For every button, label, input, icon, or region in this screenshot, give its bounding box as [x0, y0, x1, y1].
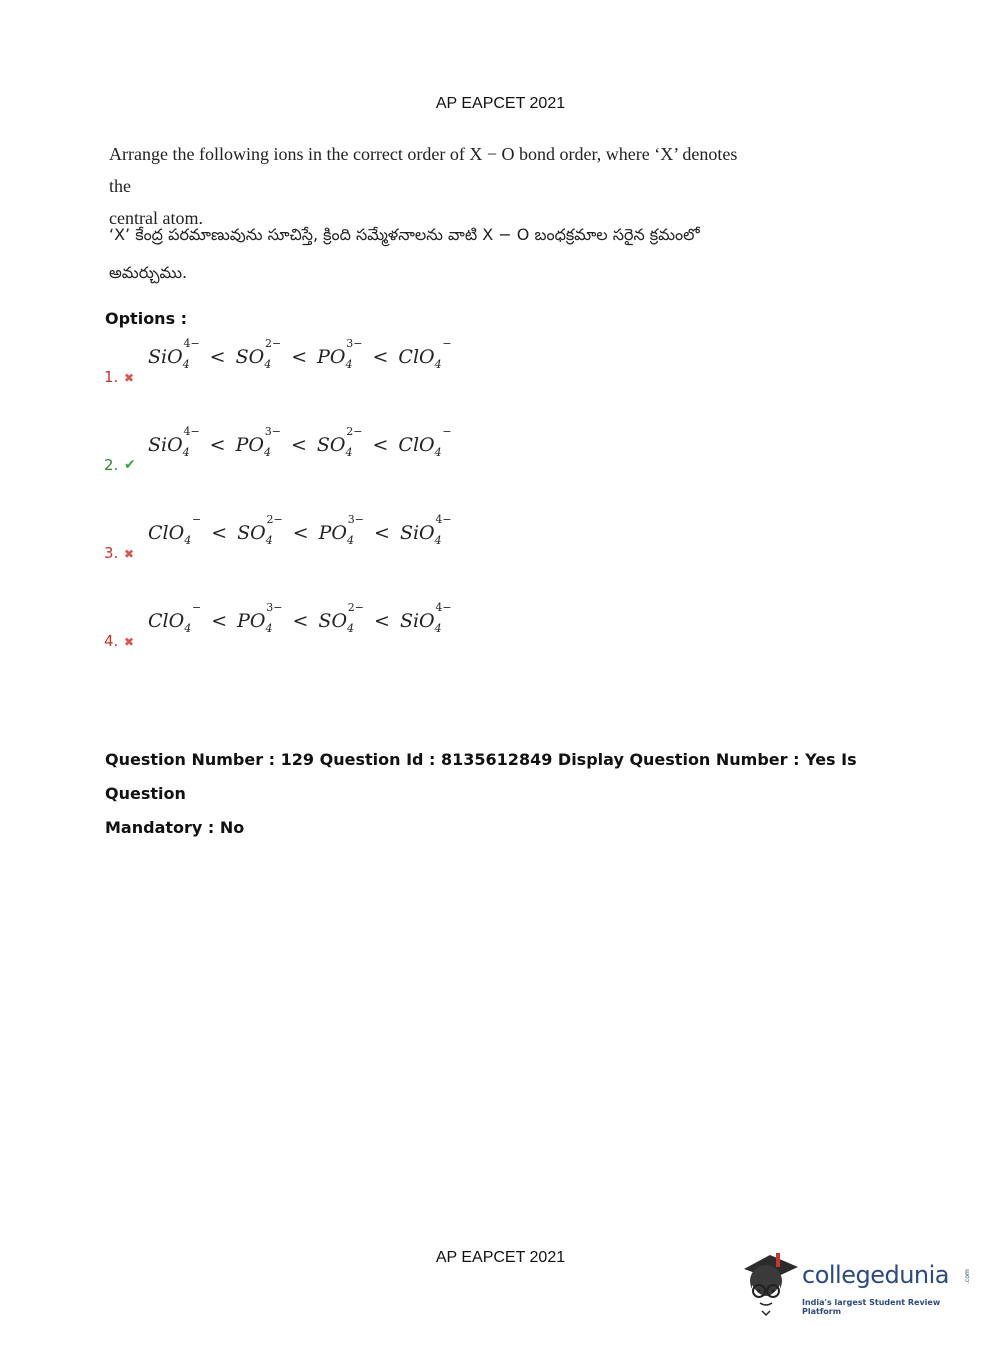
- ion: [398, 425, 452, 459]
- ion-subscript: 4: [184, 622, 192, 635]
- less-than-symbol: <: [292, 610, 309, 632]
- ion-subscript: 4: [184, 534, 192, 547]
- ion-base: SiO: [148, 346, 183, 368]
- ion-base: SO: [316, 434, 346, 456]
- ion-base: SiO: [399, 522, 435, 544]
- ion-base: SiO: [148, 434, 183, 456]
- ion-base: SiO: [399, 610, 435, 632]
- ion: [399, 601, 452, 635]
- ion-subscript: 4: [434, 358, 442, 371]
- less-than-symbol: <: [291, 346, 308, 368]
- logo-wordmark: collegedunia: [802, 1261, 950, 1289]
- ion-subscript: 4: [182, 358, 190, 371]
- ion: [148, 513, 202, 547]
- question-meta: [105, 743, 925, 845]
- option-2: [104, 426, 604, 476]
- ion: [235, 425, 281, 459]
- mascot-icon: [740, 1247, 800, 1317]
- ion-subscript: 4: [434, 446, 442, 459]
- ion-charge: 4−: [435, 513, 452, 526]
- ion-subscript: 4: [434, 534, 442, 547]
- option-3: [104, 514, 604, 564]
- ion: [148, 425, 200, 459]
- question-telugu-line-2: అమర్చుము.: [109, 263, 188, 282]
- ion-charge: −: [442, 337, 452, 350]
- ion-charge: 3−: [346, 337, 363, 350]
- ion-base: ClO: [148, 522, 185, 544]
- less-than-symbol: <: [372, 434, 389, 456]
- ion-subscript: 4: [345, 446, 353, 459]
- ion: [237, 513, 283, 547]
- options-label: Options :: [105, 309, 188, 328]
- ion: [317, 337, 363, 371]
- ion-subscript: 4: [345, 358, 353, 371]
- ion-base: PO: [235, 434, 264, 456]
- option-formula: [148, 337, 452, 371]
- less-than-symbol: <: [374, 610, 390, 632]
- ion-charge: −: [442, 425, 452, 438]
- ion-subscript: 4: [182, 446, 190, 459]
- question-english-line-1: Arrange the following ions in the correct order of X − O bond order, where ‘X’ denotes the: [109, 144, 738, 196]
- ion-subscript: 4: [347, 622, 355, 635]
- ion: [399, 513, 452, 547]
- ion: [148, 337, 200, 371]
- page-footer-title: AP EAPCET 2021: [435, 1249, 566, 1266]
- option-1: [104, 338, 604, 388]
- less-than-symbol: <: [211, 610, 228, 632]
- ion-charge: 2−: [347, 601, 365, 614]
- ion-subscript: 4: [263, 446, 271, 459]
- page-header-title: AP EAPCET 2021: [435, 95, 566, 112]
- ion-charge: 4−: [183, 425, 200, 438]
- ion-charge: 4−: [435, 601, 452, 614]
- ion-subscript: 4: [347, 534, 355, 547]
- ion-charge: 2−: [266, 513, 283, 526]
- ion-base: SO: [237, 522, 266, 544]
- ion: [318, 513, 365, 547]
- option-formula: [148, 513, 452, 547]
- ion-base: ClO: [148, 610, 185, 632]
- cross-icon: ✖: [124, 635, 135, 649]
- ion-base: ClO: [398, 434, 435, 456]
- less-than-symbol: <: [292, 522, 309, 544]
- option-number: 3.: [104, 544, 119, 562]
- ion-charge: 2−: [264, 337, 282, 350]
- ion-charge: 2−: [346, 425, 363, 438]
- option-formula: [148, 425, 452, 459]
- collegedunia-logo: [740, 1247, 970, 1317]
- question-telugu-line-1: ‘X’ కేంద్ర పరమాణువును సూచిస్తే, క్రింది సమ్మేళనాలను వాటి X − O బంధక్రమాల సరైన క్రమంలో: [109, 225, 700, 244]
- ion-charge: −: [191, 513, 202, 526]
- ion-base: PO: [317, 346, 346, 368]
- ion-base: ClO: [398, 346, 435, 368]
- less-than-symbol: <: [211, 522, 228, 544]
- ion-charge: 4−: [183, 337, 200, 350]
- ion-subscript: 4: [265, 622, 273, 635]
- ion: [398, 337, 452, 371]
- check-icon: ✔: [124, 457, 136, 473]
- option-formula: [148, 601, 452, 635]
- ion: [235, 337, 282, 371]
- ion-subscript: 4: [265, 534, 273, 547]
- ion-base: PO: [318, 522, 348, 544]
- less-than-symbol: <: [374, 522, 390, 544]
- ion-charge: 3−: [264, 425, 281, 438]
- less-than-symbol: <: [372, 346, 389, 368]
- ion-base: PO: [237, 610, 266, 632]
- option-number: 2.: [104, 456, 119, 474]
- option-number: 1.: [104, 368, 119, 386]
- logo-com-suffix: .com: [963, 1269, 971, 1284]
- option-number: 4.: [104, 632, 119, 650]
- ion-charge: −: [191, 601, 202, 614]
- logo-tagline: India's largest Student Review Platform: [802, 1298, 941, 1316]
- ion: [316, 425, 363, 459]
- question-english-line-2: central atom.: [109, 208, 203, 228]
- question-meta-line-1: Question Number : 129 Question Id : 8135612849 Display Question Number : Yes Is Question: [105, 750, 857, 803]
- less-than-symbol: <: [209, 346, 226, 368]
- ion-base: SO: [318, 610, 348, 632]
- ion-charge: 3−: [347, 513, 365, 526]
- ion: [148, 601, 202, 635]
- less-than-symbol: <: [209, 434, 226, 456]
- ion-subscript: 4: [434, 622, 442, 635]
- cross-icon: ✖: [124, 547, 135, 561]
- option-4: [104, 602, 604, 652]
- cross-icon: ✖: [124, 371, 135, 385]
- question-meta-line-2: Mandatory : No: [105, 818, 245, 837]
- less-than-symbol: <: [290, 434, 307, 456]
- ion-base: SO: [235, 346, 265, 368]
- question-text-telugu: [109, 216, 749, 292]
- ion: [318, 601, 365, 635]
- ion-subscript: 4: [264, 358, 272, 371]
- ion: [237, 601, 283, 635]
- ion-charge: 3−: [266, 601, 283, 614]
